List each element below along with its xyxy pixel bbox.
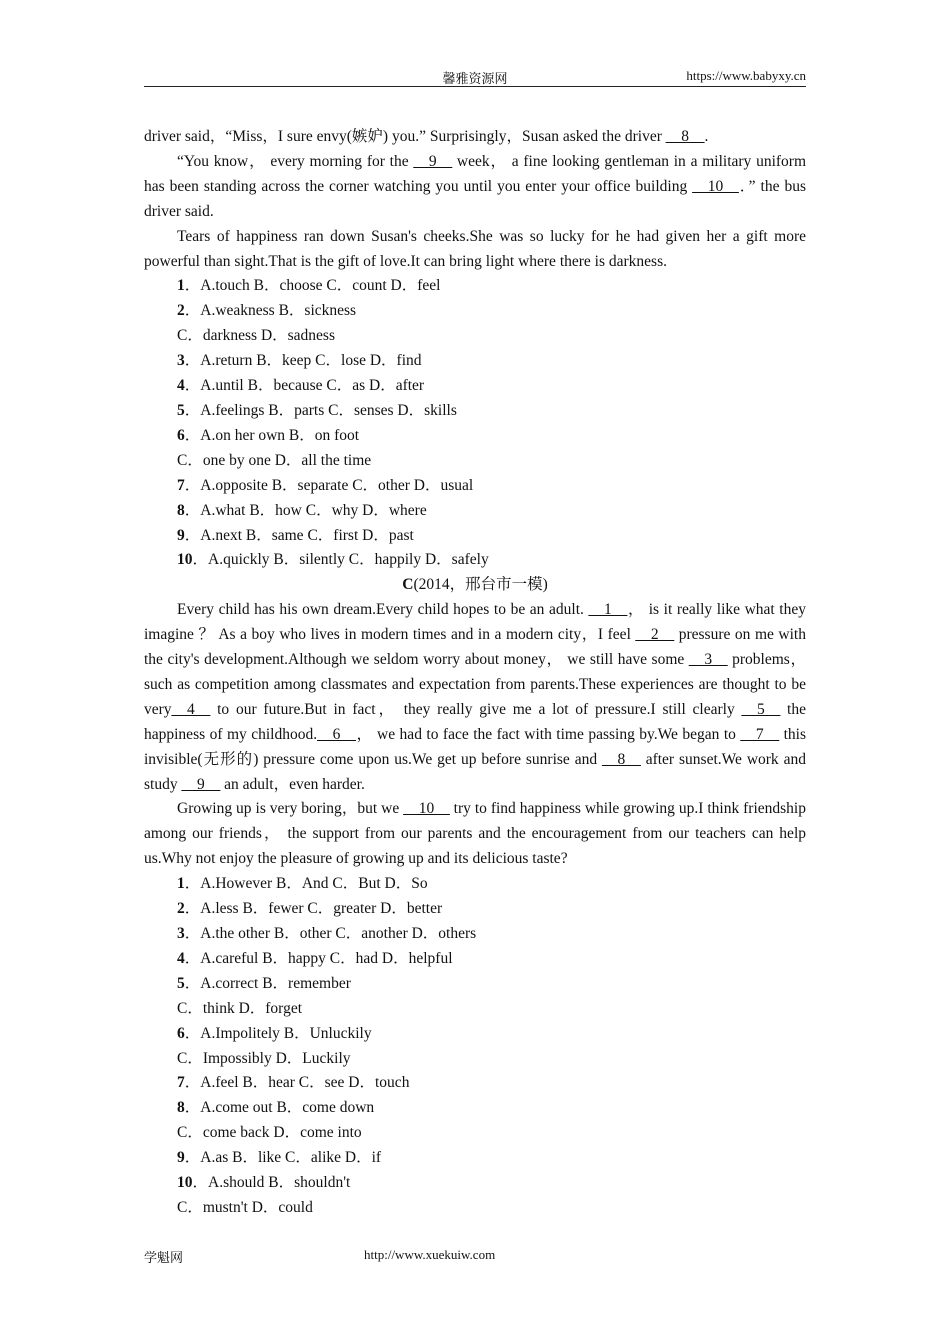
blank-7: __7__ (740, 725, 780, 743)
option-number: 4 (177, 377, 185, 395)
section-source: (2014，邢台市一模) (413, 576, 548, 594)
blank-9: __9__ (413, 152, 453, 170)
option-line (144, 1047, 806, 1072)
footer-url: http://www.xuekuiw.com (364, 1247, 496, 1262)
page-content (144, 125, 806, 1221)
option-number: 3 (177, 352, 185, 370)
option-text: ．A.Impolitely B．Unluckily (184, 1024, 372, 1042)
blank-9: __9__ (181, 775, 221, 793)
option-line (144, 1096, 806, 1121)
text-run: . (704, 128, 709, 145)
text-run: the happiness of my childhood. (144, 700, 806, 743)
section-letter: C (402, 576, 414, 594)
option-text: ．A.touch B．choose C．count D．feel (184, 277, 441, 295)
text-run: ， is it really like what they imagine ？ As a boy who lives in modern times and in a modern city，I feel (144, 601, 806, 644)
text-run: pressure on me with the city's development.Although we seldom worry about money， we still have some (144, 626, 806, 669)
text-run: after sunset.We work and study (144, 750, 806, 793)
passage-b-paragraph-3: Tears of happiness ran down Susan's cheeks.She was so lucky for he had given her a gift more powerful than sight.That is the gift of love.It can bring light where there is darkness. (144, 227, 806, 270)
blank-1: __1__ (588, 601, 628, 619)
option-text: ．A.on her own B．on foot (184, 426, 360, 444)
option-number: 5 (177, 401, 185, 419)
option-number: 6 (177, 426, 185, 444)
option-text: C．darkness D．sadness (177, 327, 335, 345)
text-run: an adult，even harder. (220, 775, 365, 793)
option-line (144, 1121, 806, 1146)
option-line (144, 897, 806, 922)
passage-c-paragraph-1 (144, 598, 806, 797)
text-run: Every child has his own dream.Every child hopes to be an adult. (177, 601, 589, 619)
option-number: 6 (177, 1024, 185, 1042)
header-site-name: 馨雅资源网 (442, 71, 508, 86)
option-text: ．A.However B．And C．But D．So (184, 875, 428, 893)
option-text: C．think D．forget (177, 999, 302, 1017)
footer-site-name: 学魁网 (144, 1250, 184, 1265)
option-number: 4 (177, 949, 185, 967)
option-text: ．A.what B．how C．why D．where (184, 501, 427, 519)
blank-8: __8__ (602, 750, 641, 768)
option-line (144, 474, 806, 499)
option-line (144, 872, 806, 897)
option-number: 5 (177, 974, 185, 992)
option-text: ．A.less B．fewer C．greater D．better (184, 900, 443, 918)
option-text: ．A.as B．like C．alike D．if (184, 1149, 382, 1167)
option-text: ．A.next B．same C．first D．past (184, 526, 414, 544)
option-number: 7 (177, 1074, 185, 1092)
text-run: driver said，“Miss，I sure envy(嫉妒) you.” Surprisingly，Susan asked the driver (144, 128, 666, 145)
option-line (144, 1146, 806, 1171)
option-number: 9 (177, 1149, 185, 1167)
option-line (144, 947, 806, 972)
option-number: 2 (177, 900, 185, 918)
blank-5: __5__ (741, 700, 781, 718)
blank-8: __8__ (665, 128, 705, 145)
passage-b-paragraph-1 (144, 125, 806, 150)
option-number: 10 (177, 551, 193, 569)
option-number: 10 (177, 1174, 193, 1192)
option-text: ．A.until B．because C．as D．after (184, 377, 425, 395)
option-text: C．Impossibly D．Luckily (177, 1049, 351, 1067)
passage-c-options (144, 872, 806, 1221)
option-text: ．A.the other B．other C．another D．others (184, 925, 477, 942)
option-line (144, 449, 806, 474)
text-run: ．” the bus driver said. (144, 177, 806, 220)
option-line (144, 274, 806, 299)
option-text: C．one by one D．all the time (177, 451, 372, 469)
option-line (144, 548, 806, 573)
text-run: week， a fine looking gentleman in a military uniform has been standing across the corner watching you until you enter your office building (144, 152, 807, 195)
passage-b-options (144, 274, 806, 573)
option-line (144, 997, 806, 1022)
option-number: 1 (177, 277, 185, 295)
option-number: 2 (177, 302, 185, 320)
option-text: ．A.should B．shouldn't (192, 1174, 351, 1192)
option-number: 8 (177, 501, 185, 519)
passage-c-paragraph-2 (144, 797, 806, 872)
option-text: ．A.feel B．hear C．see D．touch (184, 1074, 410, 1092)
option-text: ．A.quickly B．silently C．happily D．safely (192, 551, 489, 569)
option-line (144, 1196, 806, 1221)
option-line (144, 424, 806, 449)
option-number: 7 (177, 476, 185, 494)
blank-10: __10__ (692, 177, 739, 195)
option-text: ．A.come out B．come down (184, 1099, 375, 1117)
blank-3: __3__ (688, 651, 728, 669)
header-url: https://www.babyxy.cn (686, 68, 806, 83)
option-line (144, 1071, 806, 1096)
option-text: C．mustn't D．could (177, 1198, 313, 1216)
option-text: ．A.opposite B．separate C．other D．usual (184, 476, 474, 494)
text-run: this invisible(无形的) pressure come upon us.We get up before sunrise and (144, 725, 807, 768)
option-text: ．A.correct B．remember (184, 974, 351, 992)
option-line (144, 972, 806, 997)
text-run: ， we had to face the fact with time passing by.We began to (355, 725, 741, 743)
passage-b-paragraph-2 (144, 150, 806, 225)
text-run: Growing up is very boring，but we (177, 800, 404, 818)
blank-4: __4__ (171, 700, 211, 718)
blank-6: __6__ (317, 725, 356, 743)
text-run: “You know， every morning for the (177, 152, 414, 170)
option-line (144, 499, 806, 524)
text-run: problems， such as competition among classmates and expectation from parents.These experiences are thought to be very (144, 651, 807, 718)
option-line (144, 524, 806, 549)
option-text: ．A.return B．keep C．lose D．find (184, 352, 422, 370)
option-line (144, 349, 806, 374)
option-line (144, 1022, 806, 1047)
option-number: 1 (177, 875, 185, 893)
option-text: ．A.feelings B．parts C．senses D．skills (184, 401, 457, 419)
option-line (144, 922, 806, 947)
option-text: ．A.careful B．happy C．had D．helpful (184, 949, 453, 967)
text-run: to our future.But in fact， they really give me a lot of pressure.I still clearly (210, 700, 742, 718)
option-number: 9 (177, 526, 185, 544)
option-line (144, 399, 806, 424)
blank-10: __10__ (403, 800, 450, 818)
option-line (144, 324, 806, 349)
option-line (144, 1171, 806, 1196)
page-header (144, 66, 806, 87)
option-line (144, 374, 806, 399)
option-number: 3 (177, 925, 185, 942)
option-line (144, 299, 806, 324)
blank-2: __2__ (635, 626, 675, 644)
option-number: 8 (177, 1099, 185, 1117)
option-text: C．come back D．come into (177, 1124, 362, 1142)
option-text: ．A.weakness B．sickness (184, 302, 357, 320)
text-run: try to find happiness while growing up.I think friendship among our friends， the support from our parents and the encouragement from our teachers can help us.Why not enjoy the pleasure of growing up and its delicious taste? (144, 800, 806, 868)
section-c-heading (144, 573, 806, 598)
